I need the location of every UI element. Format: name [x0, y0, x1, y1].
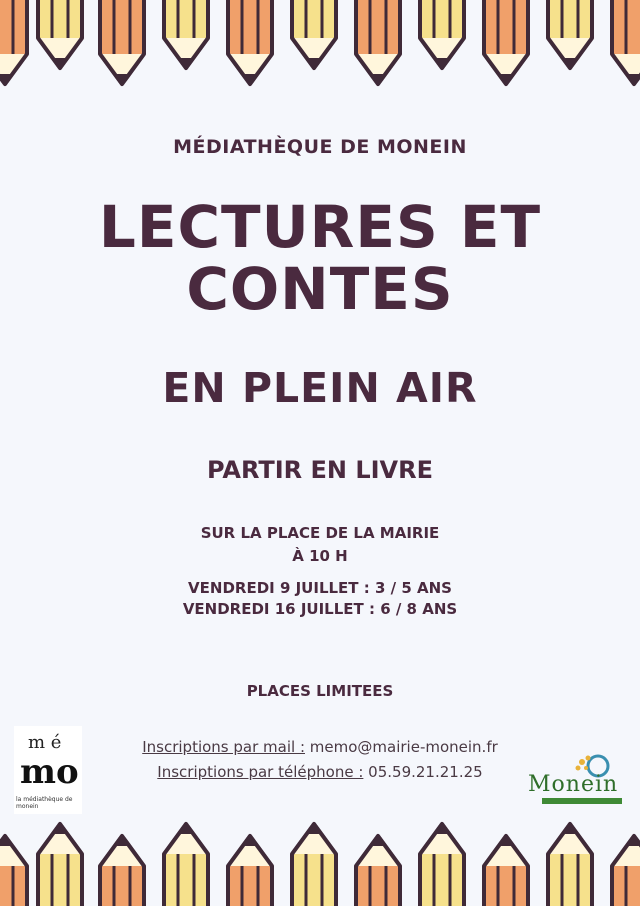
pencil-icon — [292, 824, 336, 906]
event-title — [0, 193, 640, 323]
pencil-icon — [612, 0, 640, 84]
pencil-icon — [356, 0, 400, 84]
pencil-border-top — [0, 0, 640, 106]
session-list — [0, 578, 640, 620]
mail-label: Inscriptions par mail : — [142, 738, 305, 756]
logo-mark-big: mo — [20, 752, 79, 792]
mail-registration — [60, 738, 580, 756]
limited-seats-notice: PLACES LIMITEES — [246, 682, 394, 700]
event-title-line-2: CONTES — [186, 255, 454, 323]
phone-label: Inscriptions par téléphone : — [157, 763, 364, 781]
pencil-icon — [228, 0, 272, 84]
monein-town-logo — [524, 752, 628, 808]
pencil-icon — [228, 836, 272, 906]
pencil-icon — [0, 836, 27, 906]
pencil-icon — [164, 824, 208, 906]
phone-link[interactable]: 05.59.21.21.25 — [368, 763, 483, 781]
session-item: VENDREDI 9 JUILLET : 3 / 5 ANS — [188, 579, 452, 597]
phone-registration — [60, 763, 580, 781]
mediatheque-logo — [14, 726, 82, 814]
pencil-icon — [484, 0, 528, 84]
pencil-icon — [420, 0, 464, 68]
town-name: Monein — [528, 772, 619, 797]
pencil-icon — [356, 836, 400, 906]
event-title-line-1: LECTURES ET — [98, 193, 542, 261]
location-place: SUR LA PLACE DE LA MAIRIE — [200, 524, 440, 542]
pencil-icon — [484, 836, 528, 906]
pencil-icon — [100, 836, 144, 906]
pencil-icon — [548, 0, 592, 68]
pencil-icon — [0, 0, 27, 84]
pencil-icon — [38, 824, 82, 906]
location-block — [0, 522, 640, 568]
venue-name: MÉDIATHÈQUE DE MONEIN — [173, 136, 467, 158]
event-tagline: PARTIR EN LIVRE — [206, 456, 433, 484]
pencil-icon — [164, 0, 208, 68]
session-item: VENDREDI 16 JUILLET : 6 / 8 ANS — [182, 600, 458, 618]
pencil-icon — [548, 824, 592, 906]
pencil-icon — [420, 824, 464, 906]
town-logo-band — [542, 798, 622, 804]
location-time: À 10 H — [292, 547, 348, 565]
pencil-icon — [612, 836, 640, 906]
pencil-icon — [292, 0, 336, 68]
mail-link[interactable]: memo@mairie-monein.fr — [309, 738, 498, 756]
pencil-icon — [38, 0, 82, 68]
logo-mark-small: m é — [28, 732, 62, 753]
event-subtitle: EN PLEIN AIR — [162, 364, 478, 412]
pencil-icon — [100, 0, 144, 84]
logo-caption: la médiathèque de monein — [16, 796, 73, 810]
